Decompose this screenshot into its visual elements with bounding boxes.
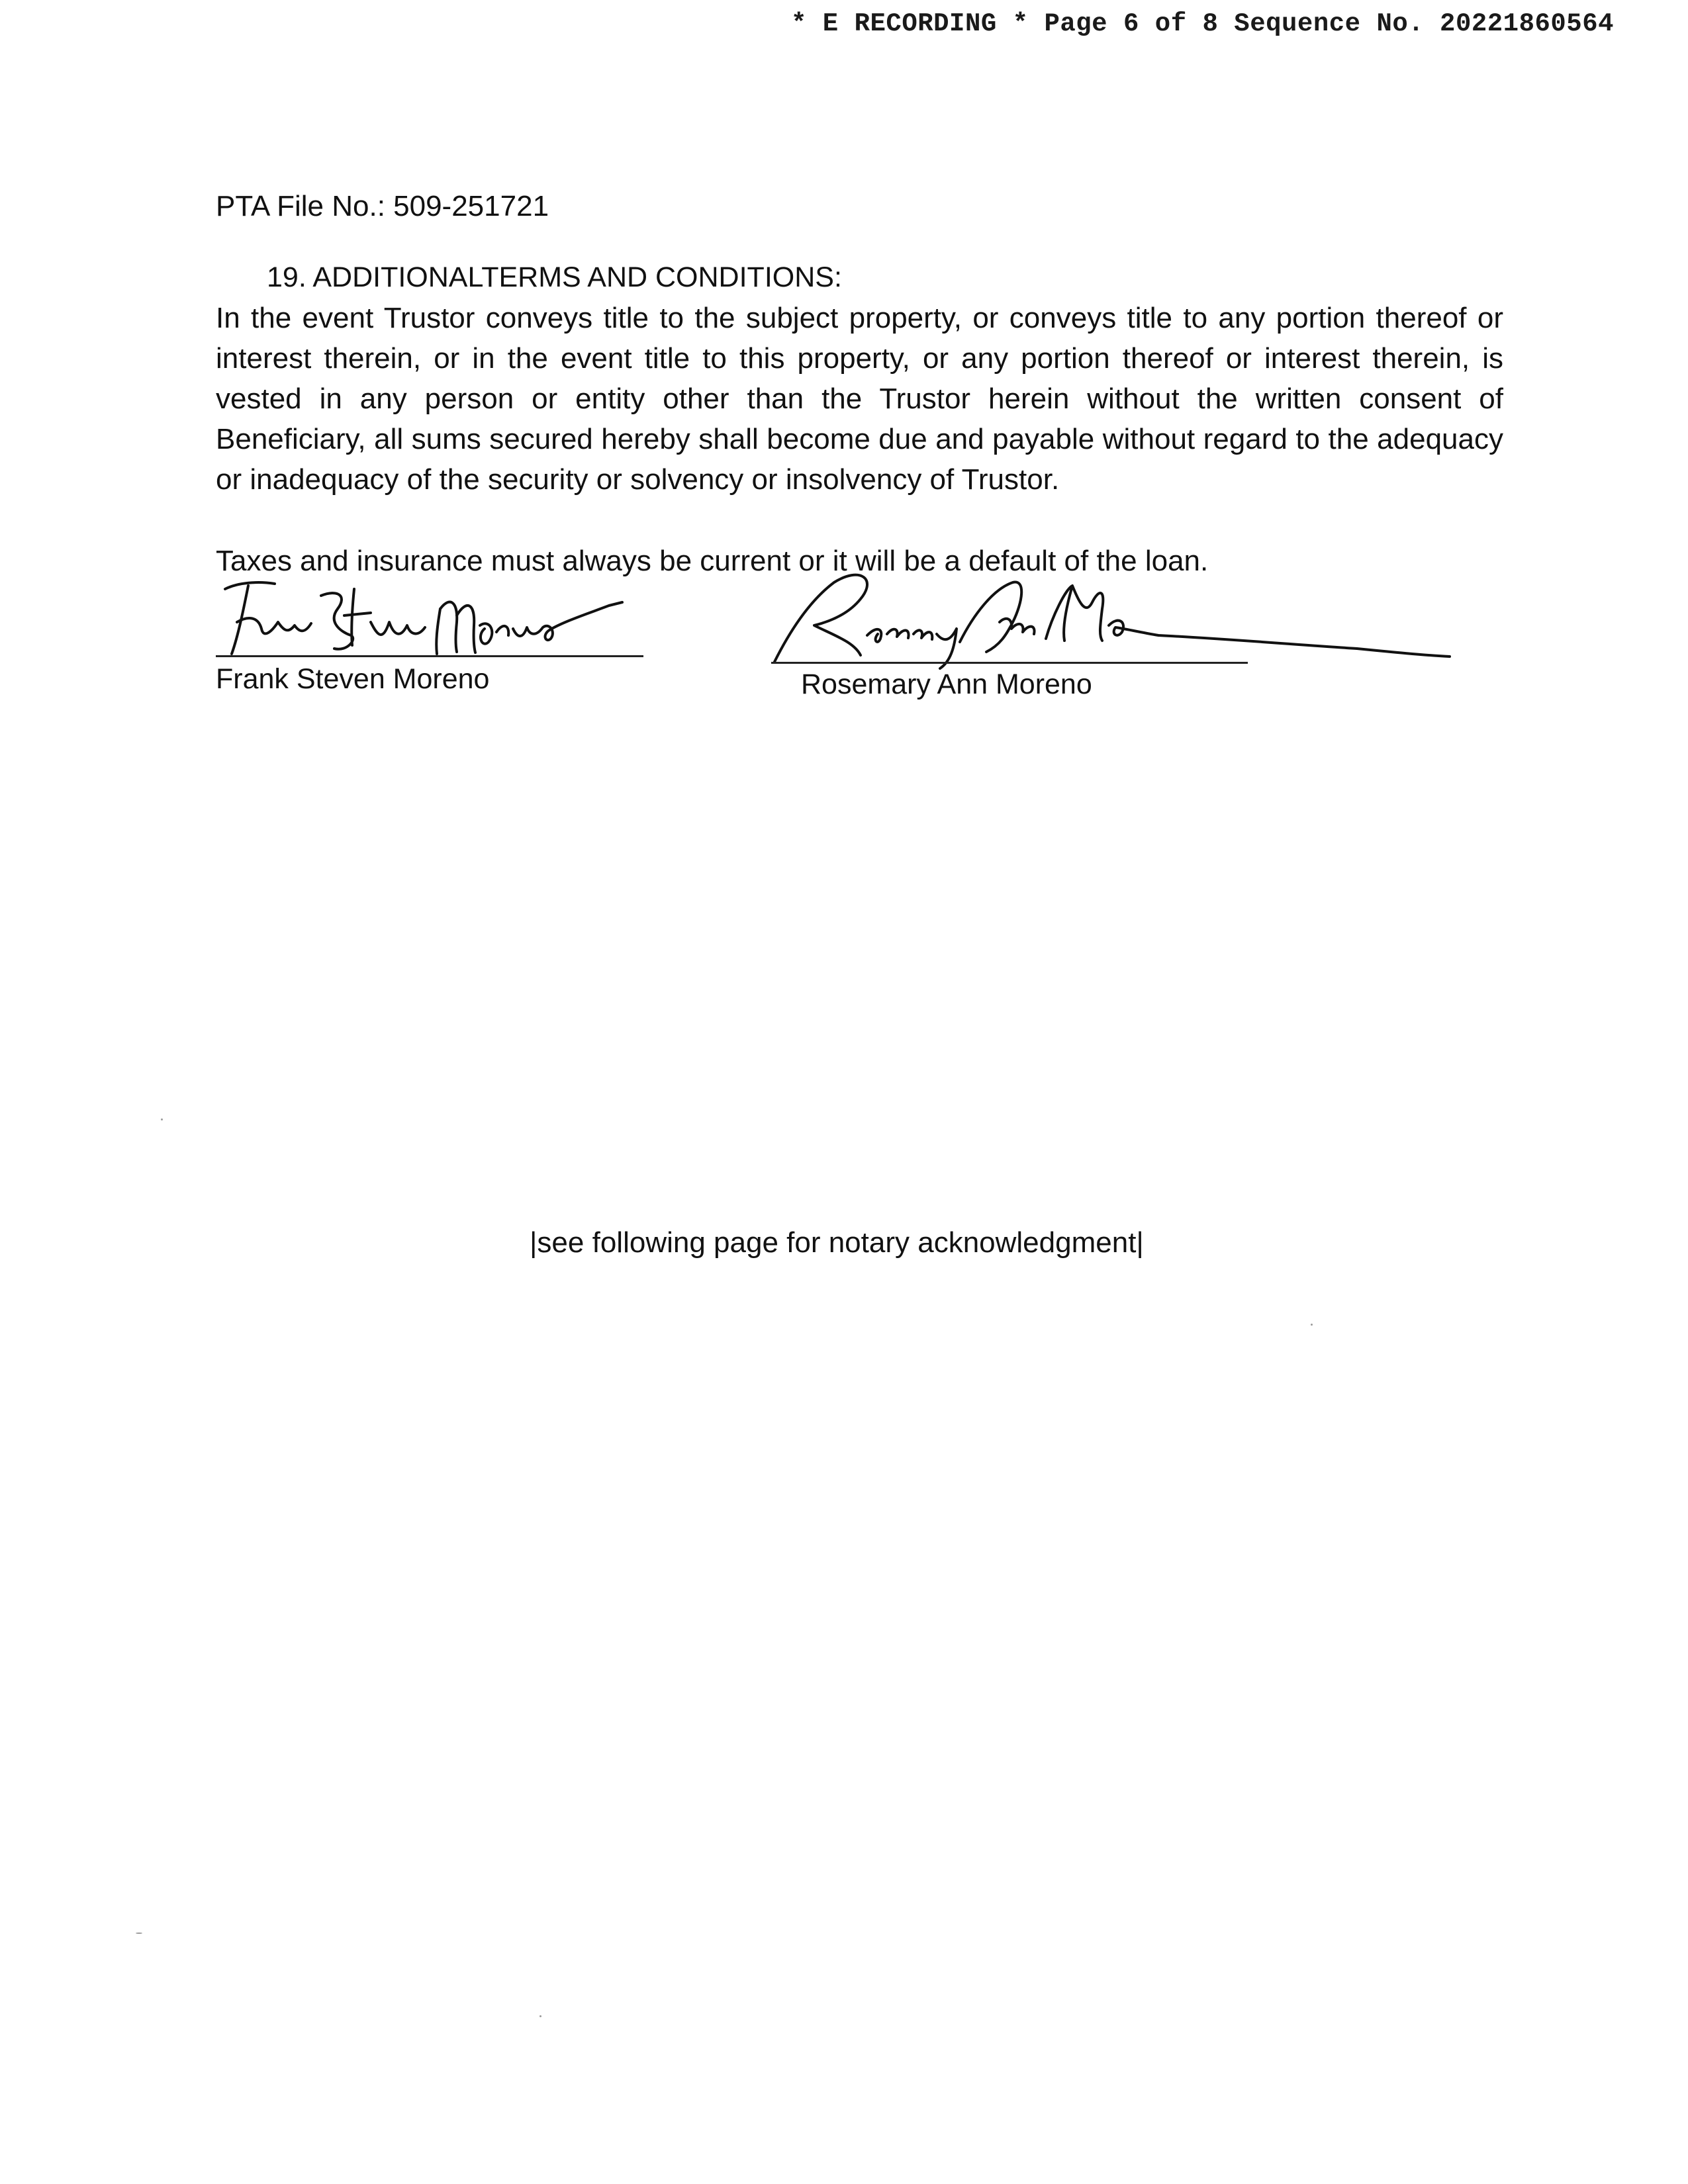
taxes-insurance-line: Taxes and insurance must always be current or it will be a default of the loan. [216, 545, 1209, 577]
scan-speck [136, 1933, 142, 1934]
signature-frank-steven-moreno [212, 569, 642, 662]
terms-paragraph: In the event Trustor conveys title to the subject property, or conveys title to any portion thereof or interest therein, or in the event title to this property, or any portion thereof or interest therein, is vested in any person or entity other than the Trustor herein without the written consent of Beneficiary, all sums secured hereby shall become due and payable without regard to the adequacy or inadequacy of the security or solvency or insolvency of Trustor. [216, 302, 1503, 496]
signature-line-left [216, 655, 643, 657]
signature-line-right [771, 662, 1248, 664]
scan-speck [1311, 1324, 1313, 1326]
section-heading: 19. ADDITIONALTERMS AND CONDITIONS: [267, 261, 842, 293]
recording-header: * E RECORDING * Page 6 of 8 Sequence No. 20221860564 [791, 9, 1614, 38]
scan-speck [539, 2015, 541, 2017]
signature-rosemary-ann-moreno [761, 563, 1456, 682]
signer-name-right: Rosemary Ann Moreno [801, 668, 1092, 700]
notary-acknowledgment-note: |see following page for notary acknowledgment| [530, 1226, 1144, 1259]
scan-speck [161, 1118, 163, 1120]
signer-name-left: Frank Steven Moreno [216, 663, 490, 695]
file-number: PTA File No.: 509-251721 [216, 190, 549, 222]
